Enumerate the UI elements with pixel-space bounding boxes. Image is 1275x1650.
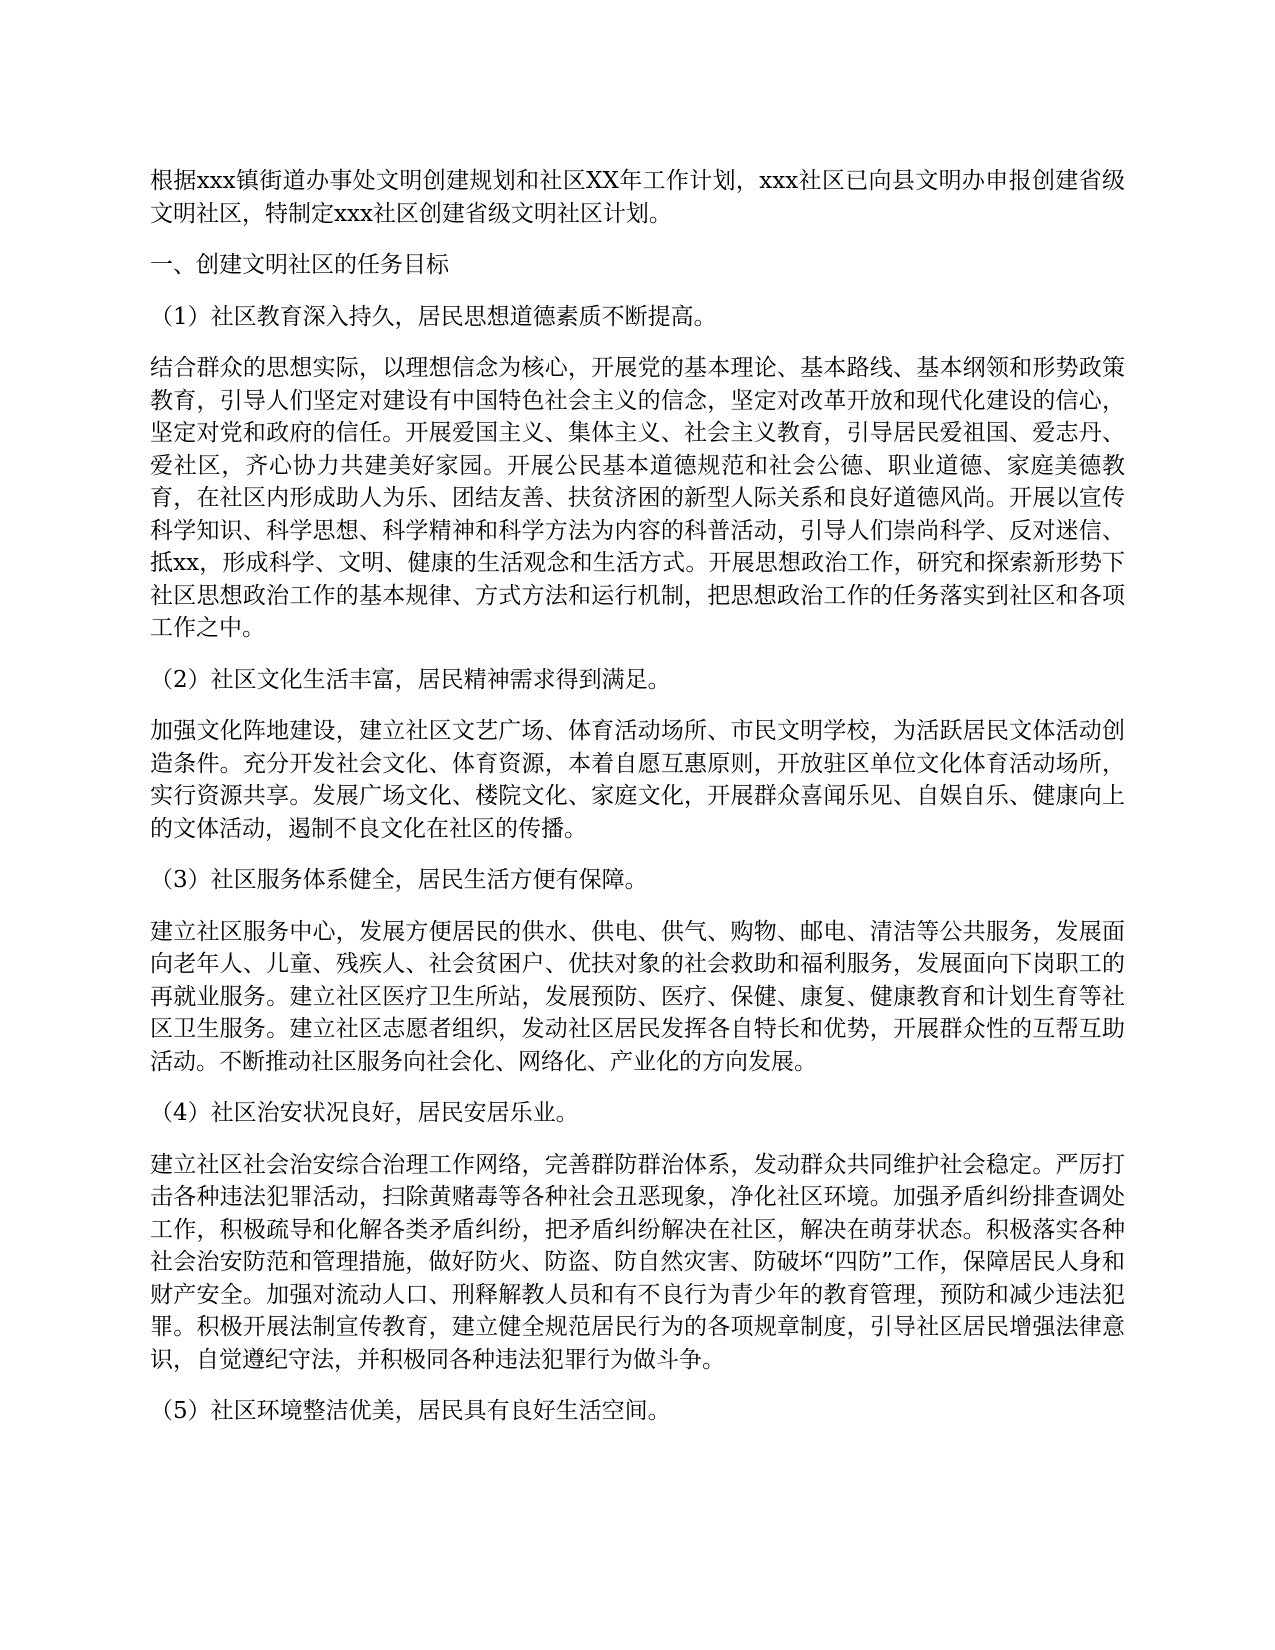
subheading-1: （1）社区教育深入持久，居民思想道德素质不断提高。 — [150, 303, 717, 330]
subheading-5: （5）社区环境整洁优美，居民具有良好生活空间。 — [150, 1398, 671, 1424]
body-paragraph-3: 建立社区服务中心，发展方便居民的供水、供电、供气、购物、邮电、清洁等公共服务，发展面向老年人、儿童、残疾人、社会贫困户、优扶对象的社会救助和福利服务，发展面向下岗职工的再就业服务。建立社区医疗卫生所站，发展预防、医疗、保健、康复、健康教育和计划生育等社区卫生服务。建立社区志愿者组织，发动社区居民发挥各自特长和优势，开展群众性的互帮互助活动。不断推动社区服务向社会化、网络化、产业化的方向发展。 — [150, 918, 1125, 1075]
section-heading: 一、创建文明社区的任务目标 — [150, 252, 449, 278]
intro-paragraph: 根据xxx镇街道办事处文明创建规划和社区XX年工作计划，xxx社区已向县文明办申报创建省级文明社区，特制定xxx社区创建省级文明社区计划。 — [150, 168, 1125, 227]
document-body — [150, 165, 1125, 1447]
subheading-4: （4）社区治安状况良好，居民安居乐业。 — [150, 1100, 579, 1126]
subheading-2: （2）社区文化生活丰富，居民精神需求得到满足。 — [150, 666, 671, 693]
subheading-3: （3）社区服务体系健全，居民生活方便有保障。 — [150, 867, 648, 893]
body-paragraph-4: 建立社区社会治安综合治理工作网络，完善群防群治体系，发动群众共同维护社会稳定。严厉打击各种违法犯罪活动，扫除黄赌毒等各种社会丑恶现象，净化社区环境。加强矛盾纠纷排查调处工作，积极疏导和化解各类矛盾纠纷，把矛盾纠纷解决在社区，解决在萌芽状态。积极落实各种社会治安防范和管理措施，做好防火、防盗、防自然灾害、防破坏“四防”工作，保障居民人身和财产安全。加强对流动人口、刑释解教人员和有不良行为青少年的教育管理，预防和减少违法犯罪。积极开展法制宣传教育，建立健全规范居民行为的各项规章制度，引导社区居民增强法律意识，自觉遵纪守法，并积极同各种违法犯罪行为做斗争。 — [150, 1151, 1125, 1373]
body-paragraph-1: 结合群众的思想实际，以理想信念为核心，开展党的基本理论、基本路线、基本纲领和形势政策教育，引导人们坚定对建设有中国特色社会主义的信念，坚定对改革开放和现代化建设的信心，坚定对党和政府的信任。开展爱国主义、集体主义、社会主义教育，引导居民爱祖国、爱志丹、爱社区，齐心协力共建美好家园。开展公民基本道德规范和社会公德、职业道德、家庭美德教育，在社区内形成助人为乐、团结友善、扶贫济困的新型人际关系和良好道德风尚。开展以宣传科学知识、科学思想、科学精神和科学方法为内容的科普活动，引导人们崇尚科学、反对迷信、抵xx，形成科学、文明、健康的生活观念和生活方式。开展思想政治工作，研究和探索新形势下社区思想政治工作的基本规律、方式方法和运行机制，把思想政治工作的任务落实到社区和各项工作之中。 — [150, 355, 1125, 641]
body-paragraph-2: 加强文化阵地建设，建立社区文艺广场、体育活动场所、市民文明学校，为活跃居民文体活动创造条件。充分开发社会文化、体育资源，本着自愿互惠原则，开放驻区单位文化体育活动场所，实行资源共享。发展广场文化、楼院文化、家庭文化，开展群众喜闻乐见、自娱自乐、健康向上的文体活动，遏制不良文化在社区的传播。 — [150, 718, 1125, 842]
